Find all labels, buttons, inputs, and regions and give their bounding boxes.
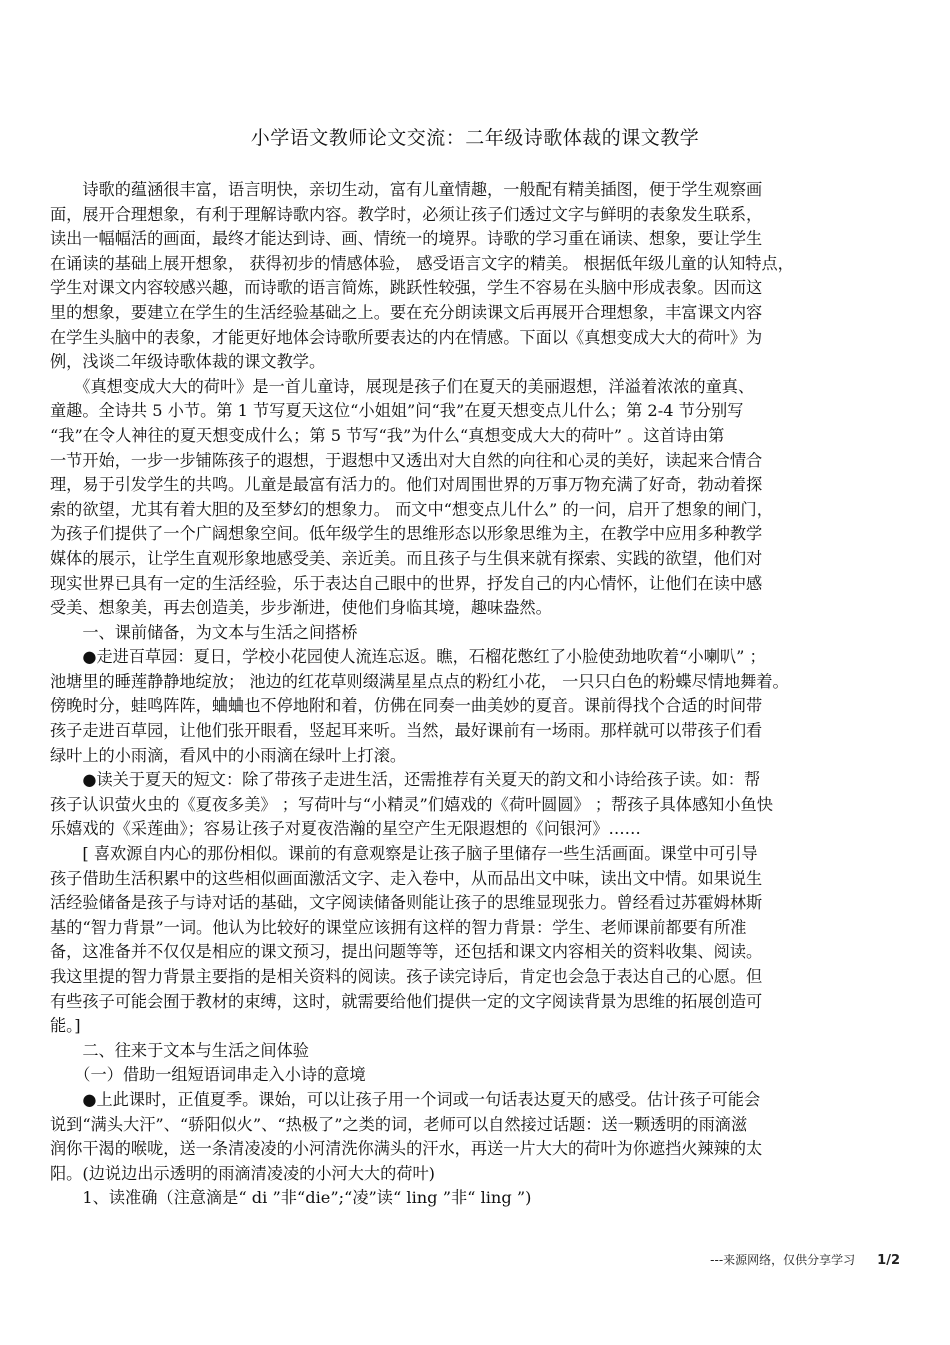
document-body [50, 178, 900, 1211]
text-line: 绿叶上的小雨滴，看风中的小雨滴在绿叶上打滚。 [50, 745, 407, 765]
text-line: 在诵读的基础上展开想象， 获得初步的情感体验， 感受语言文字的精美。 根据低年级儿童的认知特点， [50, 253, 794, 273]
text-line: 诗歌的蕴涵很丰富，语言明快，亲切生动，富有儿童情趣，一般配有精美插图，便于学生观察画 [50, 180, 763, 199]
text-line: ●上此课时，正值夏季。课始，可以让孩子用一个词或一句话表达夏天的感受。估计孩子可能会 [50, 1089, 761, 1109]
text-line: “我”在令人神往的夏天想变成什么；第 5 节写“我”为什么“真想变成大大的荷叶” 。这首诗由第 [50, 425, 725, 445]
text-line: 童趣。全诗共 5 小节。第 1 节写夏天这位“小姐姐”问“我”在夏天想变点儿什么；第 2-4 节分别写 [50, 401, 744, 421]
text-line: （一）借助一组短语词串走入小诗的意境 [50, 1065, 366, 1085]
text-line: 为孩子们提供了一个广阔想象空间。低年级学生的思维形态以形象思维为主，在教学中应用多种教学 [50, 524, 763, 544]
text-line: 读出一幅幅活的画面，最终才能达到诗、画、情统一的境界。诗歌的学习重在诵读、想象，要让学生 [50, 229, 763, 249]
text-line: 池塘里的睡莲静静地绽放； 池边的红花草则缀满星星点点的粉红小花， 一只只白色的粉蝶尽情地舞着。 [50, 671, 789, 691]
text-line: 在学生头脑中的表象，才能更好地体会诗歌所要表达的内在情感。下面以《真想变成大大的荷叶》为 [50, 327, 763, 347]
text-line: 学生对课文内容较感兴趣，而诗歌的语言简炼，跳跃性较强，学生不容易在头脑中形成表象。因而这 [50, 278, 763, 298]
text-line: 说到“满头大汗”、“骄阳似火”、“热极了”之类的词，老师可以自然接过话题：送一颗透明的雨滴滋 [50, 1114, 748, 1134]
text-line: 1、读准确（注意滴是“ di ”非“die”;“凌”读“ ling ”非“ ling ”) [50, 1188, 532, 1208]
text-line: 孩子认识萤火虫的《夏夜多美》 ；写荷叶与“小精灵”们嬉戏的《荷叶圆圆》 ；帮孩子具体感知小鱼快 [50, 794, 773, 814]
text-line: 索的欲望，尤其有着大胆的及至梦幻的想象力。 而文中“想变点儿什么” 的一问，启开了想象的闸门， [50, 499, 773, 519]
text-line: 活经验储备是孩子与诗对话的基础，文字阅读储备则能让孩子的思维显现张力。曾经看过苏霍姆林斯 [50, 893, 763, 913]
text-line: 孩子借助生活积累中的这些相似画面激活文字、走入卷中，从而品出文中味，读出文中情。如果说生 [50, 868, 763, 888]
text-line: 理，易于引发学生的共鸣。儿童是最富有活力的。他们对周围世界的万事万物充满了好奇，勃动着探 [50, 475, 763, 495]
text-line: 《真想变成大大的荷叶》是一首儿童诗，展现是孩子们在夏天的美丽遐想，洋溢着浓浓的童真、 [50, 376, 755, 396]
text-line: ●读关于夏天的短文：除了带孩子走进生活，还需推荐有关夏天的韵文和小诗给孩子读。如：帮 [50, 770, 761, 790]
text-line: 二、往来于文本与生活之间体验 [50, 1040, 309, 1060]
text-line: 媒体的展示，让学生直观形象地感受美、亲近美。而且孩子与生俱来就有探索、实践的欲望，他们对 [50, 548, 763, 568]
text-line: 现实世界已具有一定的生活经验，乐于表达自己眼中的世界，抒发自己的内心情怀，让他们在读中感 [50, 573, 763, 593]
text-line: 受美、想象美，再去创造美，步步渐进，使他们身临其境，趣味盎然。 [50, 598, 552, 618]
footer-source: ---来源网络，仅供分享学习 [710, 1253, 856, 1267]
text-line: 里的想象，要建立在学生的生活经验基础之上。要在充分朗读课文后再展开合理想象，丰富课文内容 [50, 302, 763, 322]
text-line: 润你干渴的喉咙，送一条清凌凌的小河清洗你满头的汗水，再送一片大大的荷叶为你遮挡火辣辣的太 [50, 1139, 763, 1159]
document-title: 小学语文教师论文交流：二年级诗歌体裁的课文教学 [250, 127, 700, 149]
text-line: 能。] [50, 1016, 81, 1036]
text-line: 傍晚时分，蛙鸣阵阵，蛐蛐也不停地附和着，仿佛在同奏一曲美妙的夏音。课前得找个合适的时间带 [50, 696, 763, 716]
page-number: 1/2 [877, 1253, 900, 1268]
text-line: 有些孩子可能会囿于教材的束缚，这时，就需要给他们提供一定的文字阅读背景为思维的拓展创造可 [50, 991, 763, 1011]
text-line: 一节开始，一步一步铺陈孩子的遐想，于遐想中又透出对大自然的向往和心灵的美好，读起来合情合 [50, 450, 763, 470]
text-line: 一、课前储备，为文本与生活之间搭桥 [50, 622, 358, 642]
text-line: 孩子走进百草园，让他们张开眼看，竖起耳来听。当然，最好课前有一场雨。那样就可以带孩子们看 [50, 721, 763, 741]
text-line: 阳。(边说边出示透明的雨滴清凌凌的小河大大的荷叶) [50, 1163, 435, 1183]
text-line: 乐嬉戏的《采莲曲》；容易让孩子对夏夜浩瀚的星空产生无限遐想的《问银河》…… [50, 819, 641, 839]
text-line: 备，这准备并不仅仅是相应的课文预习，提出问题等等，还包括和课文内容相关的资料收集、阅读。 [50, 942, 763, 962]
text-line: 例，浅谈二年级诗歌体裁的课文教学。 [50, 352, 326, 372]
page-footer [710, 1251, 900, 1268]
text-line: 我这里提的智力背景主要指的是相关资料的阅读。孩子读完诗后，肯定也会急于表达自己的心愿。但 [50, 967, 763, 986]
text-line: [ 喜欢源自内心的那份相似。课前的有意观察是让孩子脑子里储存一些生活画面。课堂中可引导 [50, 844, 758, 864]
text-line: 基的“智力背景”一词。他认为比较好的课堂应该拥有这样的智力背景：学生、老师课前都要有所准 [50, 917, 747, 937]
text-line: ●走进百草园：夏日，学校小花园使人流连忘返。瞧，石榴花憋红了小脸使劲地吹着“小喇叭” ； [50, 647, 766, 667]
text-line: 面，展开合理想象，有利于理解诗歌内容。教学时，必须让孩子们透过文字与鲜明的表象发生联系， [50, 204, 763, 224]
